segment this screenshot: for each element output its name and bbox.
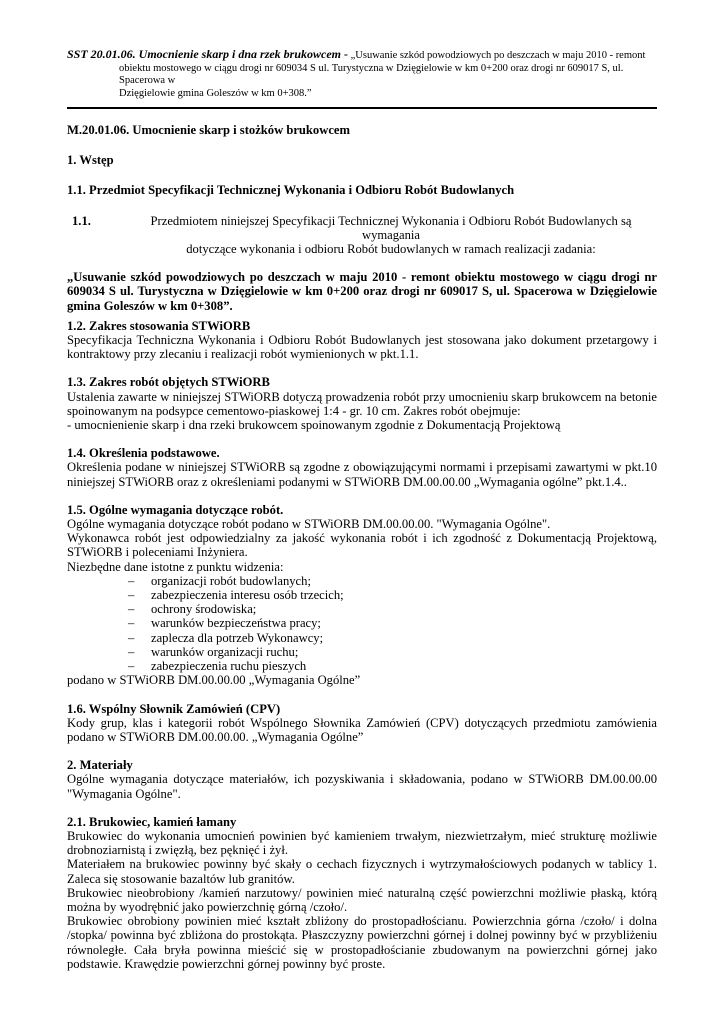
section-1-5-text-3: Niezbędne dane istotne z punktu widzenia: <box>67 559 284 574</box>
section-2-1-paragraph-2: Materiałem na brukowiec powinny być skały o cechach fizycznych i wytrzymałościowych podanych w tablicy 1. Zaleca się stosowanie bazaltów lub granitów. <box>67 857 657 886</box>
list-item: – organizacji robót budowlanych; <box>67 574 657 588</box>
section-1-heading: 1. Wstęp <box>67 153 114 168</box>
header-line-3: Dzięgielowie gmina Goleszów w km 0+308.” <box>119 87 312 99</box>
header-spec-code: SST 20.01.06. Umocnienie skarp i dna rzek brukowcem - <box>67 47 349 61</box>
header-line-1: „Usuwanie szkód powodziowych po deszczach w maju 2010 - remont <box>350 50 646 61</box>
section-1-3-text: Ustalenia zawarte w niniejszej STWiORB dotyczą prowadzenia robót przy umocnieniu skarp brukowcem na betonie spoinowanym na podsypce cementowo-piaskowej 1:4 - gr. 10 cm. Zakres robót obejmuje: <box>67 389 657 418</box>
section-1-5-list <box>67 574 657 673</box>
section-1-6-heading: 1.6. Wspólny Słownik Zamówień (CPV) <box>67 701 281 716</box>
section-1-1-line-2: dotyczące wykonania i odbioru Robót budowlanych w ramach realizacji zadania: <box>186 242 596 257</box>
list-item: – ochrony środowiska; <box>67 602 657 616</box>
section-1-2-heading: 1.2. Zakres stosowania STWiORB <box>67 318 251 333</box>
section-1-1-line-1: Przedmiotem niniejszej Specyfikacji Technicznej Wykonania i Odbioru Robót Budowlanych są wymagania <box>150 213 632 242</box>
section-2-1-paragraph-3: Brukowiec nieobrobiony /kamień narzutowy/ powinien mieć naturalną część powierzchni możliwie płaską, którą można by wyodrębnić jako powierzchnię górną /czoło/. <box>67 885 657 914</box>
document-title: M.20.01.06. Umocnienie skarp i stożków brukowcem <box>67 123 350 137</box>
header-divider <box>67 107 657 109</box>
section-1-4-text: Określenia podane w niniejszej STWiORB są zgodne z obowiązującymi normami i przepisami zawartymi w pkt.10 niniejszej STWiORB oraz z określeniami podanymi w STWiORB DM.00.00.00 „Wymagania ogólne” pkt.1.4.. <box>67 460 657 489</box>
section-2-1-paragraph-1: Brukowiec do wykonania umocnień powinien być kamieniem trwałym, niezwietrzałym, mieć strukturę możliwie drobnoziarnistą i zwięzłą, bez pęknięć i żył. <box>67 828 657 858</box>
section-1-5-text-1: Ogólne wymagania dotyczące robót podano w STWiORB DM.00.00.00. "Wymagania Ogólne". <box>67 517 551 532</box>
list-item: – zabezpieczenia interesu osób trzecich; <box>67 588 657 602</box>
list-item: – zabezpieczenia ruchu pieszych <box>67 659 657 673</box>
section-1-5-text-2: Wykonawca robót jest odpowiedzialny za jakość wykonania robót i ich zgodność z Dokumentacją Projektową, STWiORB i poleceniami Inżyniera. <box>67 531 657 560</box>
section-1-4-heading: 1.4. Określenia podstawowe. <box>67 446 220 461</box>
section-2-heading: 2. Materiały <box>67 758 133 773</box>
section-1-1-number: 1.1. <box>72 213 91 228</box>
list-item: – warunków organizacji ruchu; <box>67 645 657 659</box>
project-name: „Usuwanie szkód powodziowych po deszczach w maju 2010 - remont obiektu mostowego w ciągu drogi nr 609034 S ul. Turystyczna w Dzięgielowie w km 0+200 oraz drogi nr 609017 S, ul. Spacerowa w Dzięgielowie gmina Goleszów w km 0+308”. <box>67 270 657 313</box>
section-1-1-paragraph <box>67 214 657 257</box>
section-1-3-heading: 1.3. Zakres robót objętych STWiORB <box>67 375 270 390</box>
section-1-1-heading: 1.1. Przedmiot Specyfikacji Technicznej Wykonania i Odbioru Robót Budowlanych <box>67 183 515 198</box>
section-1-5-text-4: podano w STWiORB DM.00.00.00 „Wymagania Ogólne” <box>67 673 361 688</box>
section-1-5-heading: 1.5. Ogólne wymagania dotyczące robót. <box>67 502 284 517</box>
document-body <box>67 123 657 971</box>
section-2-1-paragraph-4: Brukowiec obrobiony powinien mieć kształt zbliżony do prostopadłościanu. Powierzchnia górna /czoło/ i dolna /stopka/ powinna być zbliżona do prostokąta. Płaszczyzny powierzchni górnej i dolnej powinny być w przybliżeniu równoległe. Cała bryła powinna mieścić się w prostopadłościanie zbudowanym na powierzchni górnej jako podstawie. Krawędzie powierzchni górnej powinny być proste. <box>67 914 657 971</box>
section-2-text: Ogólne wymagania dotyczące materiałów, ich pozyskiwania i składowania, podano w STWiORB DM.00.00.00 "Wymagania Ogólne". <box>67 772 657 801</box>
section-1-6-text: Kody grup, klas i kategorii robót Wspólnego Słownika Zamówień (CPV) dotyczących przedmiotu zamówienia podano w STWiORB DM.00.00.00. „Wymagania Ogólne” <box>67 715 657 744</box>
section-2-1-heading: 2.1. Brukowiec, kamień łamany <box>67 814 237 829</box>
header-line-2: obiektu mostowego w ciągu drogi nr 609034 S ul. Turystyczna w Dzięgielowie w km 0+200 oraz drogi nr 609017 S, ul. Spacerowa w <box>119 62 624 86</box>
running-header <box>67 48 657 100</box>
section-1-1-text <box>125 214 657 257</box>
list-item: – zaplecza dla potrzeb Wykonawcy; <box>67 631 657 645</box>
section-1-3-item: - umocnienienie skarp i dna rzeki brukowcem spoinowanym zgodnie z Dokumentacją Projektową <box>67 418 561 433</box>
section-1-2-text: Specyfikacja Techniczna Wykonania i Odbioru Robót Budowlanych jest stosowana jako dokument przetargowy i kontraktowy przy zlecaniu i realizacji robót wymienionych w pkt.1.1. <box>67 333 657 362</box>
list-item: – warunków bezpieczeństwa pracy; <box>67 616 657 630</box>
